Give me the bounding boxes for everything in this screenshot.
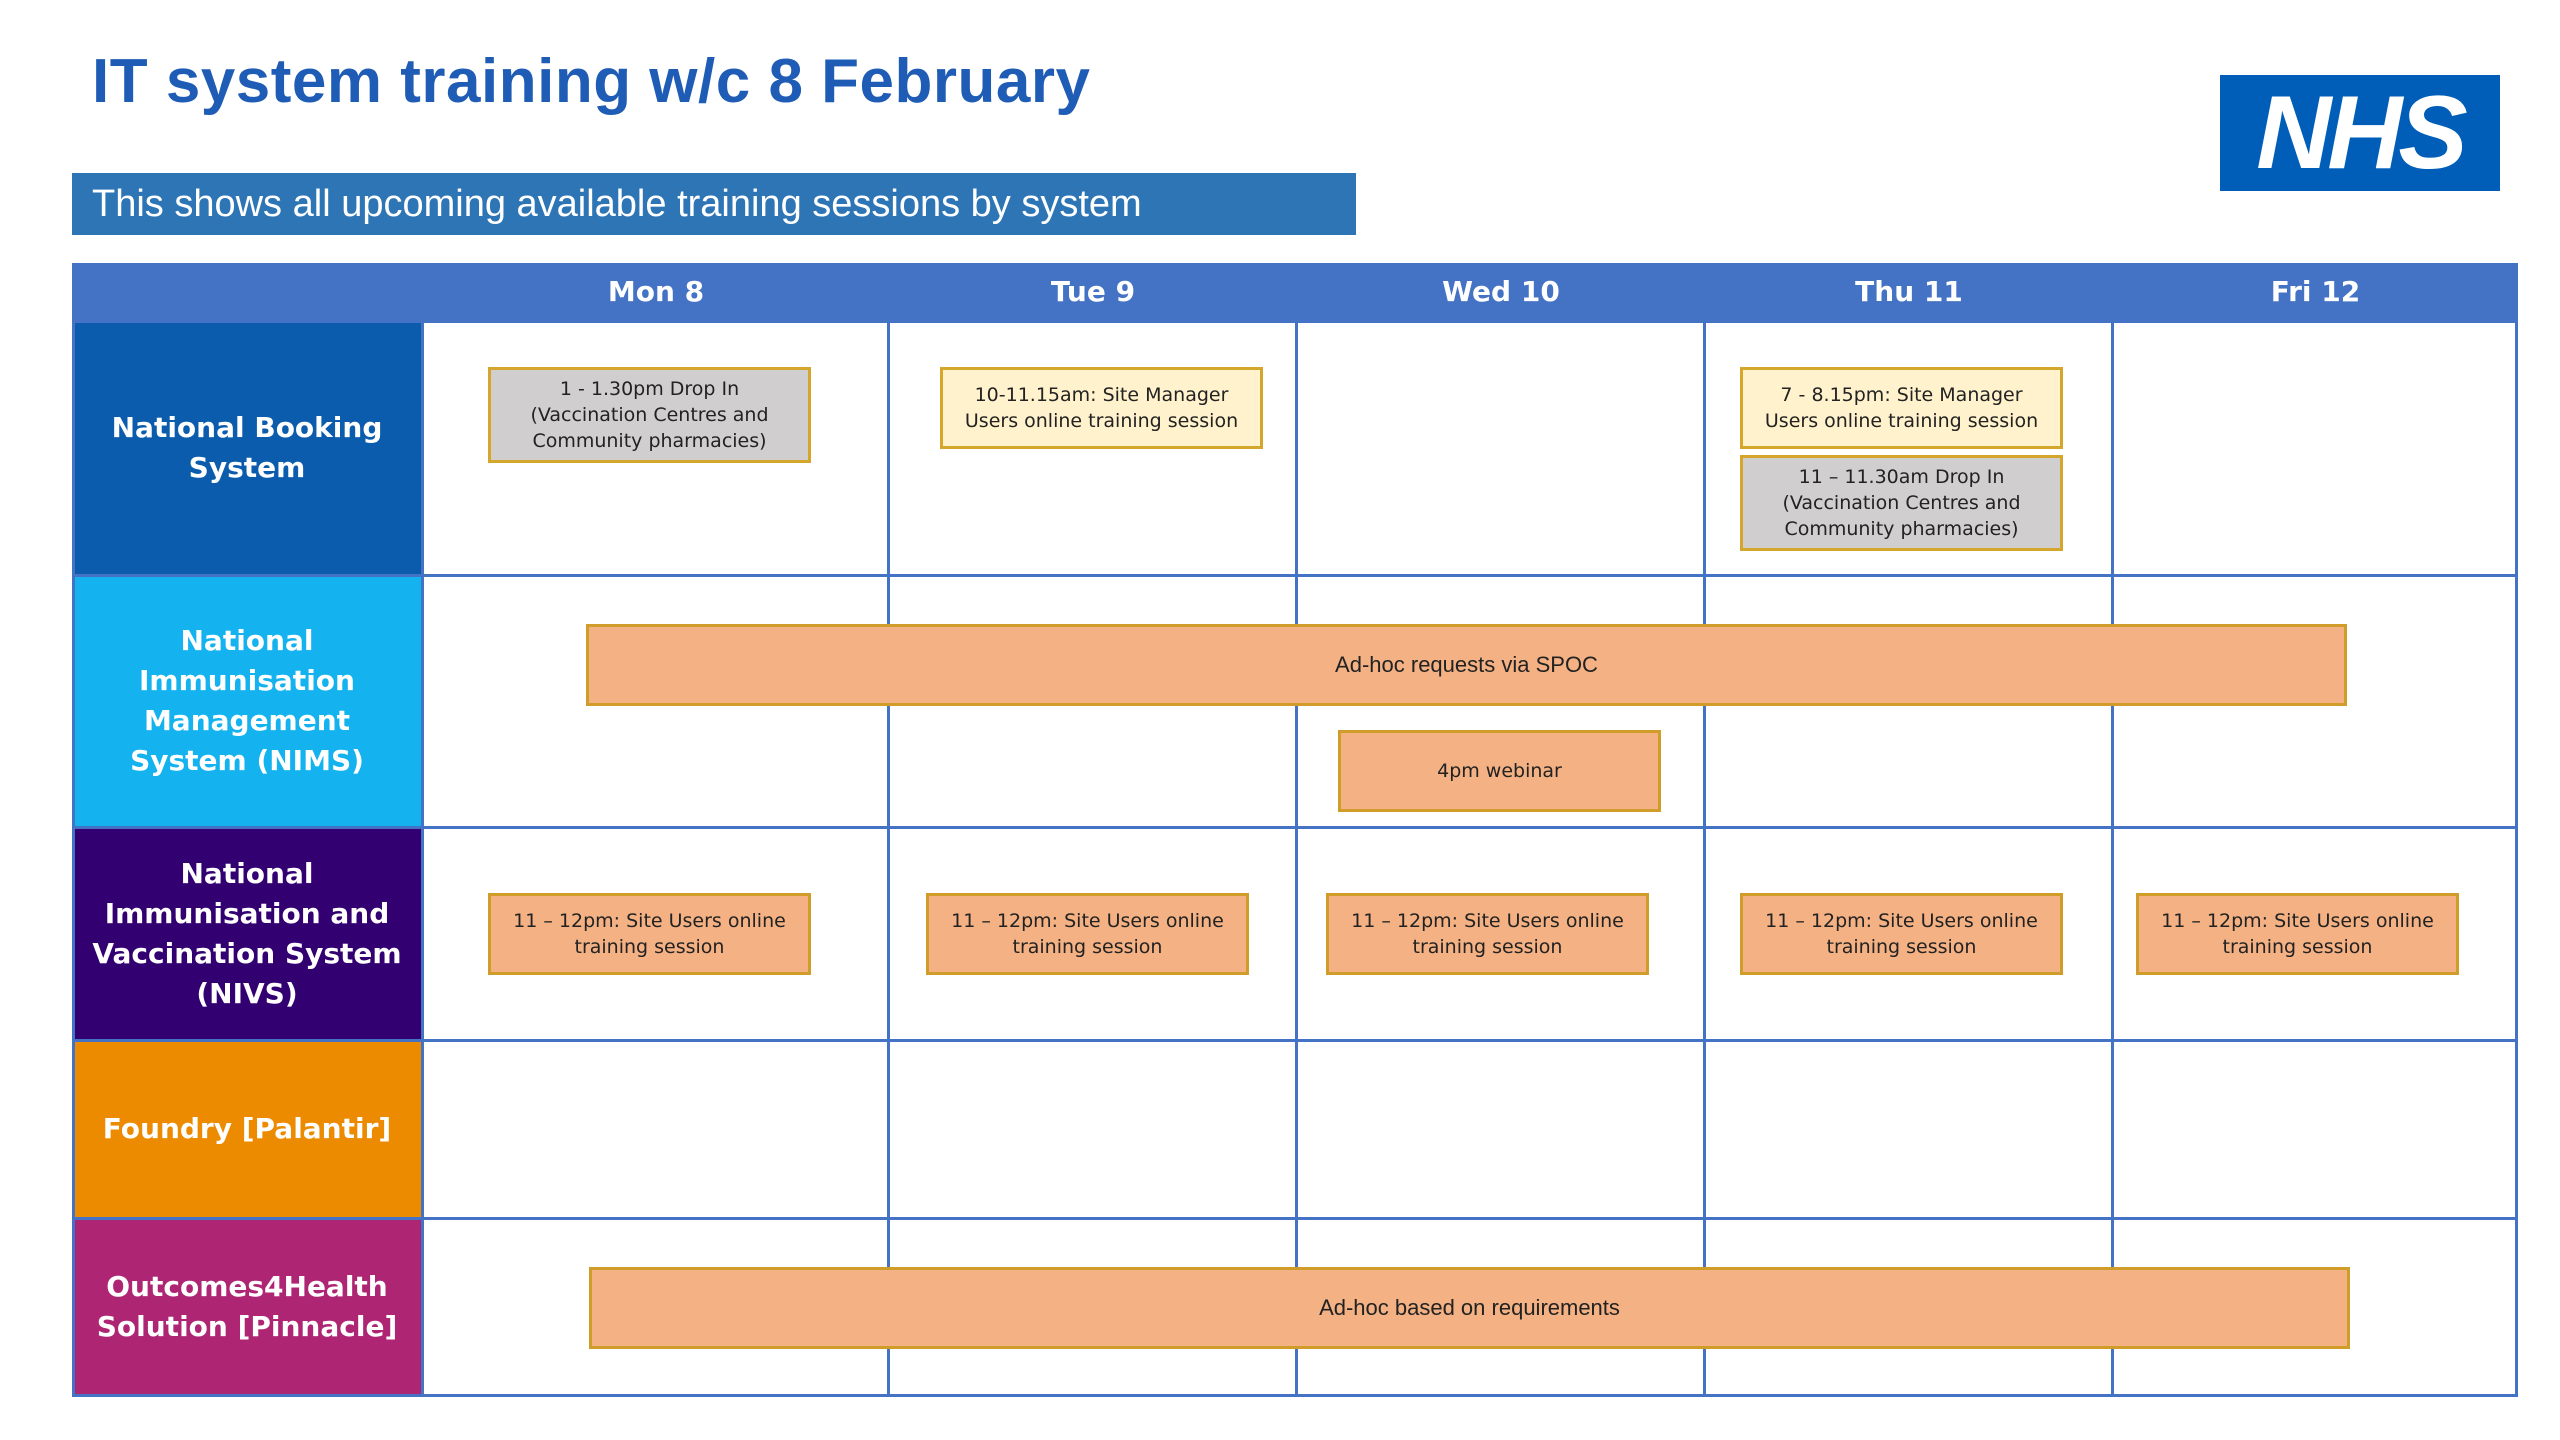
event-nims-adhoc-spoc: Ad-hoc requests via SPOC	[586, 624, 2347, 706]
system-label-nivs: National Immunisation and Vaccination System (NIVS)	[72, 827, 422, 1040]
event-nbs-tue-site-manager: 10-11.15am: Site Manager Users online training session	[940, 367, 1263, 449]
event-nivs-wed: 11 – 12pm: Site Users online training session	[1326, 893, 1649, 975]
grid-line	[72, 1394, 2516, 1397]
nhs-logo: NHS	[2220, 75, 2500, 191]
day-header-fri: Fri 12	[2270, 275, 2361, 308]
day-header-mon: Mon 8	[607, 275, 705, 308]
grid-line	[72, 574, 2516, 577]
event-nims-wed-webinar: 4pm webinar	[1338, 730, 1661, 812]
day-header-thu: Thu 11	[1855, 275, 1963, 308]
system-label-nims: National Immunisation Management System (NIMS)	[72, 575, 422, 827]
event-nivs-thu: 11 – 12pm: Site Users online training session	[1740, 893, 2063, 975]
event-nivs-tue: 11 – 12pm: Site Users online training session	[926, 893, 1249, 975]
event-nbs-thu-site-manager: 7 - 8.15pm: Site Manager Users online training session	[1740, 367, 2063, 449]
event-nivs-mon: 11 – 12pm: Site Users online training session	[488, 893, 811, 975]
grid-line	[72, 826, 2516, 829]
page-title: IT system training w/c 8 February	[92, 47, 1091, 116]
day-header-tue: Tue 9	[1050, 275, 1136, 308]
grid-line	[887, 263, 890, 1397]
grid-line	[2111, 263, 2114, 1397]
event-o4h-adhoc: Ad-hoc based on requirements	[589, 1267, 2350, 1349]
event-nbs-thu-drop-in: 11 – 11.30am Drop In (Vaccination Centres and Community pharmacies)	[1740, 455, 2063, 551]
system-label-outcomes4health: Outcomes4Health Solution [Pinnacle]	[72, 1218, 422, 1396]
system-label-foundry: Foundry [Palantir]	[72, 1040, 422, 1218]
grid-line	[72, 320, 2516, 323]
event-nivs-fri: 11 – 12pm: Site Users online training session	[2136, 893, 2459, 975]
grid-line	[72, 1217, 2516, 1220]
grid-line	[421, 263, 424, 1397]
grid-line	[2515, 263, 2518, 1397]
grid-line	[72, 263, 75, 1397]
event-nbs-mon-drop-in: 1 - 1.30pm Drop In (Vaccination Centres and Community pharmacies)	[488, 367, 811, 463]
grid-line	[72, 1039, 2516, 1042]
system-label-nbs: National Booking System	[72, 321, 422, 575]
grid-line	[1295, 263, 1298, 1397]
day-header-wed: Wed 10	[1442, 275, 1560, 308]
page-subtitle: This shows all upcoming available training sessions by system	[72, 173, 1356, 235]
grid-line	[1703, 263, 1706, 1397]
